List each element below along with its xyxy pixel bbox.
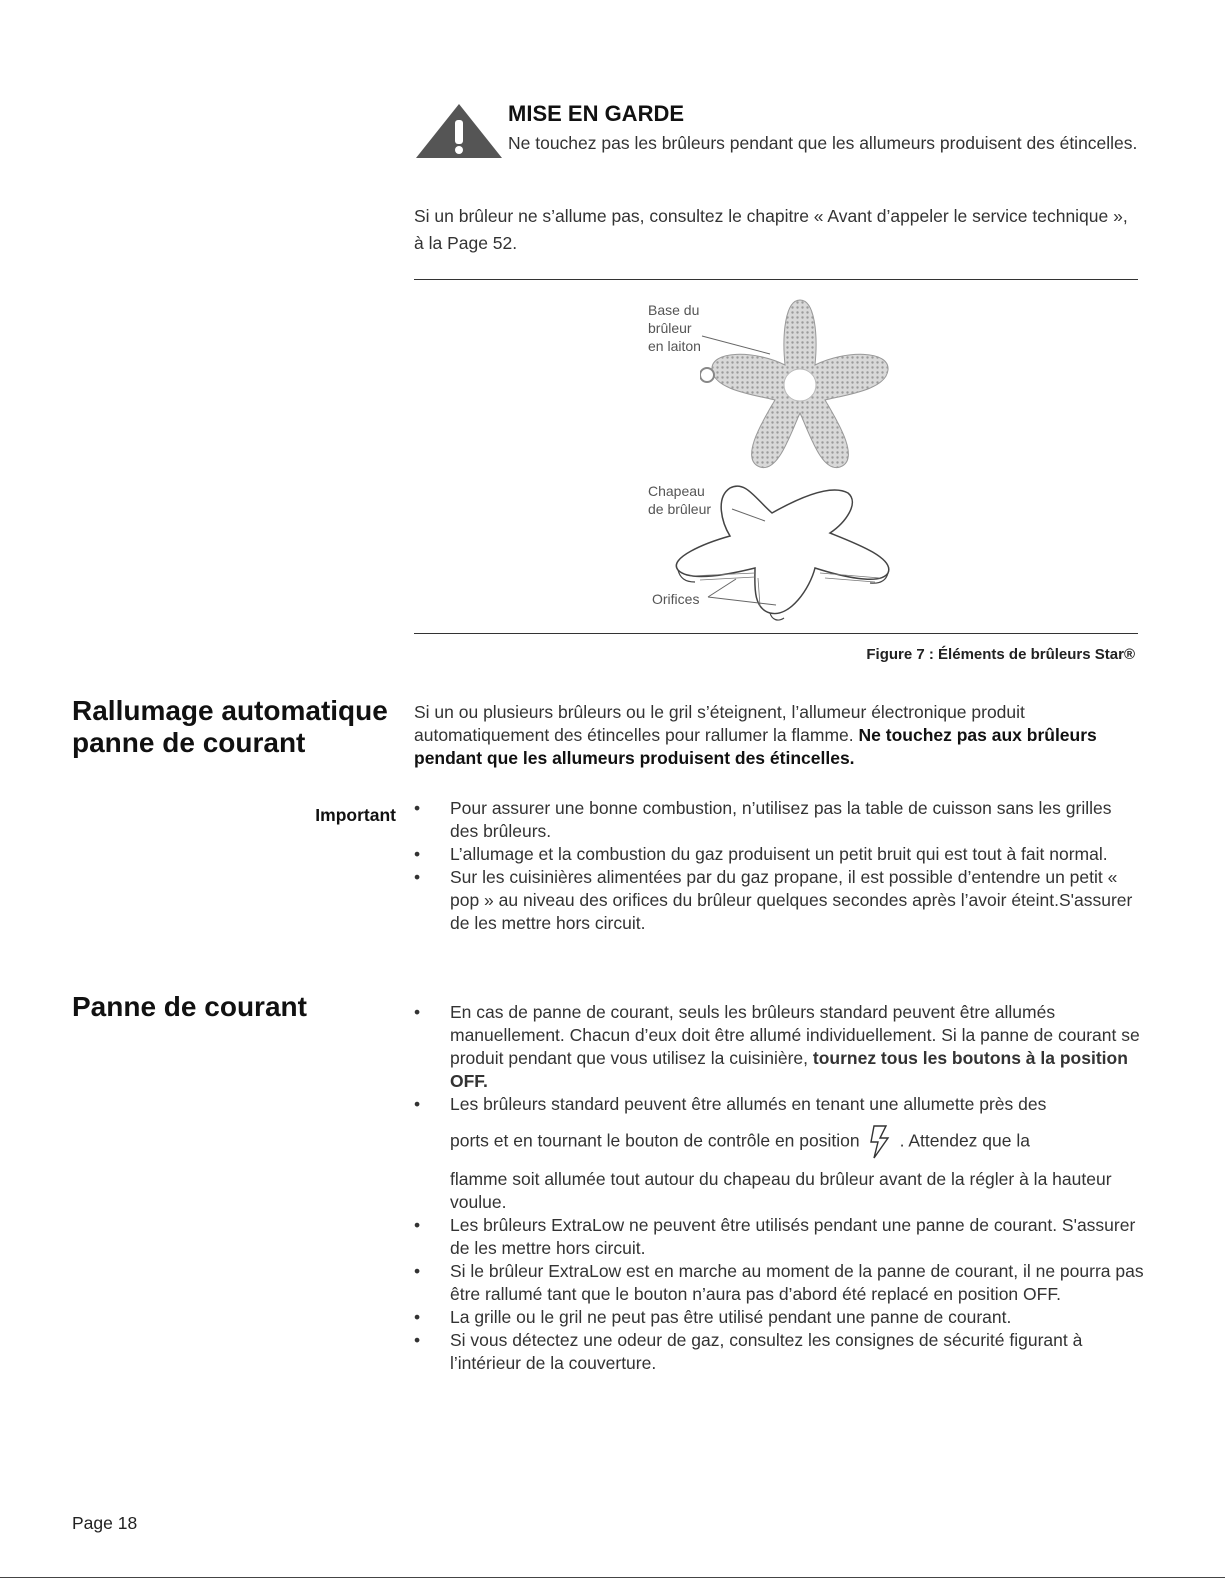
important-list [414, 797, 1144, 935]
warning-title: MISE EN GARDE [508, 101, 685, 126]
base-leader-line [700, 330, 780, 360]
bottom-rule [0, 1577, 1225, 1578]
warning-triangle-icon [414, 102, 504, 160]
list-item: • La grille ou le gril ne peut pas être utilisé pendant une panne de courant. [414, 1307, 1012, 1327]
cap-leader-line [730, 505, 770, 525]
section-heading-power-failure: Panne de courant [72, 991, 307, 1022]
list-item: • Les brûleurs ExtraLow ne peuvent être utilisés pendant une panne de courant. S'assurer de les mettre hors circuit. [414, 1215, 1136, 1258]
ports-leader-line [706, 575, 786, 615]
list-item: • Les brûleurs standard peuvent être allumés en tenant une allumette près des ports et en tournant le bouton de contrôle en position . Attendez que la flamme soit allumée tout autour du chapeau du brûleur avant de la régler à la hauteur voulue. [414, 1094, 1112, 1212]
list-item: • Pour assurer une bonne combustion, n’utilisez pas la table de cuisson sans les grilles des brûleurs. [414, 798, 1112, 841]
section-heading-auto-reignite: Rallumage automatique panne de courant [72, 695, 388, 758]
label-cap: Chapeau de brûleur [648, 483, 712, 517]
list-item: • Si vous détectez une odeur de gaz, consultez les consignes de sécurité figurant à l’intérieur de la couverture. [414, 1330, 1083, 1373]
important-label: Important [315, 805, 396, 825]
list-item: • En cas de panne de courant, seuls les brûleurs standard peuvent être allumés manuellement. Chacun d’eux doit être allumé individuellement. Si la panne de courant se produit pendant que vous utilisez la cuisinière, tournez tous les boutons à la position OFF. [414, 1002, 1140, 1091]
warning-text: Ne touchez pas les brûleurs pendant que les allumeurs produisent des étincelles. [508, 133, 1138, 153]
list-item: • Sur les cuisinières alimentées par du gaz propane, il est possible d’entendre un petit « pop » au niveau des orifices du brûleur quelques secondes après l’avoir éteint.S'assurer de les mettre hors circuit. [414, 867, 1133, 933]
label-ports: Orifices [652, 591, 700, 607]
power-failure-list [414, 1001, 1144, 1375]
figure-caption: Figure 7 : Éléments de brûleurs Star® [866, 646, 1135, 663]
page-number: Page 18 [72, 1513, 138, 1533]
list-item: • Si le brûleur ExtraLow est en marche au moment de la panne de courant, il ne pourra pas être rallumé tant que le bouton n’aura pas d’abord été replacé en position OFF. [414, 1261, 1144, 1304]
spark-ignite-icon [868, 1124, 892, 1160]
auto-reignite-paragraph: Si un ou plusieurs brûleurs ou le gril s’éteignent, l’allumeur électronique produit automatiquement des étincelles pour rallumer la flamme. Ne touchez pas aux brûleurs pendant que les allumeurs produisent des étincelles. [414, 702, 1097, 768]
label-base: Base du brûleur en laiton [648, 302, 701, 354]
intro-paragraph: Si un brûleur ne s’allume pas, consultez le chapitre « Avant d’appeler le service technique », à la Page 52. [414, 206, 1128, 253]
figure-top-rule [414, 279, 1138, 280]
burner-base-illustration [700, 295, 900, 475]
list-item: • L’allumage et la combustion du gaz produisent un petit bruit qui est tout à fait normal. [414, 844, 1108, 864]
figure-bottom-rule [414, 633, 1138, 634]
